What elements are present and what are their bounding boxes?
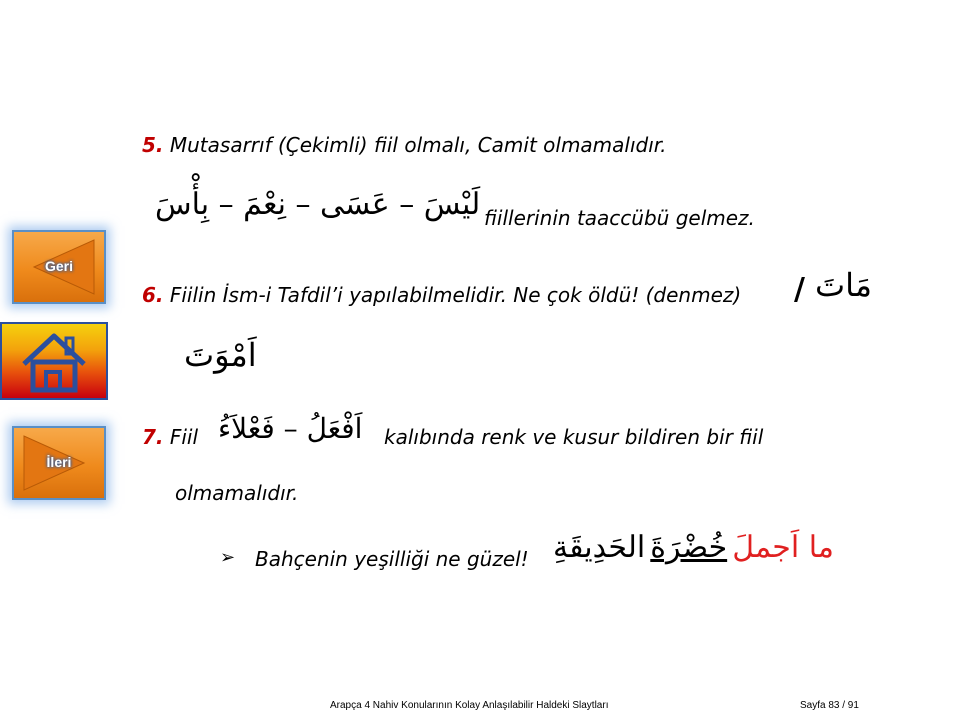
example-text: Bahçenin yeşilliği ne güzel! <box>255 547 529 571</box>
item-7-number: 7. <box>142 425 164 449</box>
item-6-text: Fiilin İsm-i Tafdil’i yapılabilmelidir. Ne çok öldü! (denmez) <box>163 283 742 307</box>
item-5-text: Mutasarrıf (Çekimli) fiil olmalı, Camit olmamalıdır. <box>163 133 667 157</box>
item-7-line-2: olmamalıdır. <box>175 481 299 505</box>
item-5 <box>142 133 667 157</box>
item-7-after-arabic: kalıbında renk ve kusur bildiren bir fiil <box>384 425 764 449</box>
item-6-arabic-below: اَمْوَتَ <box>184 336 257 374</box>
bullet-arrow-icon: ➢ <box>220 547 236 568</box>
example-arabic-red: ما اَجملَ <box>732 530 834 565</box>
item-5-after-arabic: fiillerinin taaccübü gelmez. <box>484 206 755 230</box>
home-icon <box>2 324 106 398</box>
item-5-number: 5. <box>142 133 164 157</box>
example-arabic-black: الحَدِيقَةِ <box>553 530 646 565</box>
back-label: Geri <box>44 258 73 274</box>
item-7-text: Fiil <box>163 425 199 449</box>
home-button[interactable] <box>0 322 108 400</box>
next-button[interactable] <box>12 426 106 500</box>
footer-title: Arapça 4 Nahiv Konularının Kolay Anlaşılabilir Haldeki Slaytları <box>330 700 609 711</box>
item-6 <box>142 283 741 307</box>
item-5-arabic: لَيْسَ – عَسَى – نِعْمَ – بِأْسَ <box>155 187 481 222</box>
item-6-arabic-right: مَاتَ <box>815 266 873 304</box>
item-6-slash: / <box>794 272 805 307</box>
item-7-arabic: اَفْعَلُ – فَعْلاَءُ <box>218 412 363 445</box>
example-arabic <box>553 530 834 565</box>
next-label: İleri <box>46 454 72 470</box>
example-arabic-underlined: خُضْرَةَ <box>650 530 728 565</box>
footer-page: Sayfa 83 / 91 <box>800 700 859 711</box>
back-button[interactable] <box>12 230 106 304</box>
item-7 <box>142 425 198 449</box>
item-6-number: 6. <box>142 283 164 307</box>
